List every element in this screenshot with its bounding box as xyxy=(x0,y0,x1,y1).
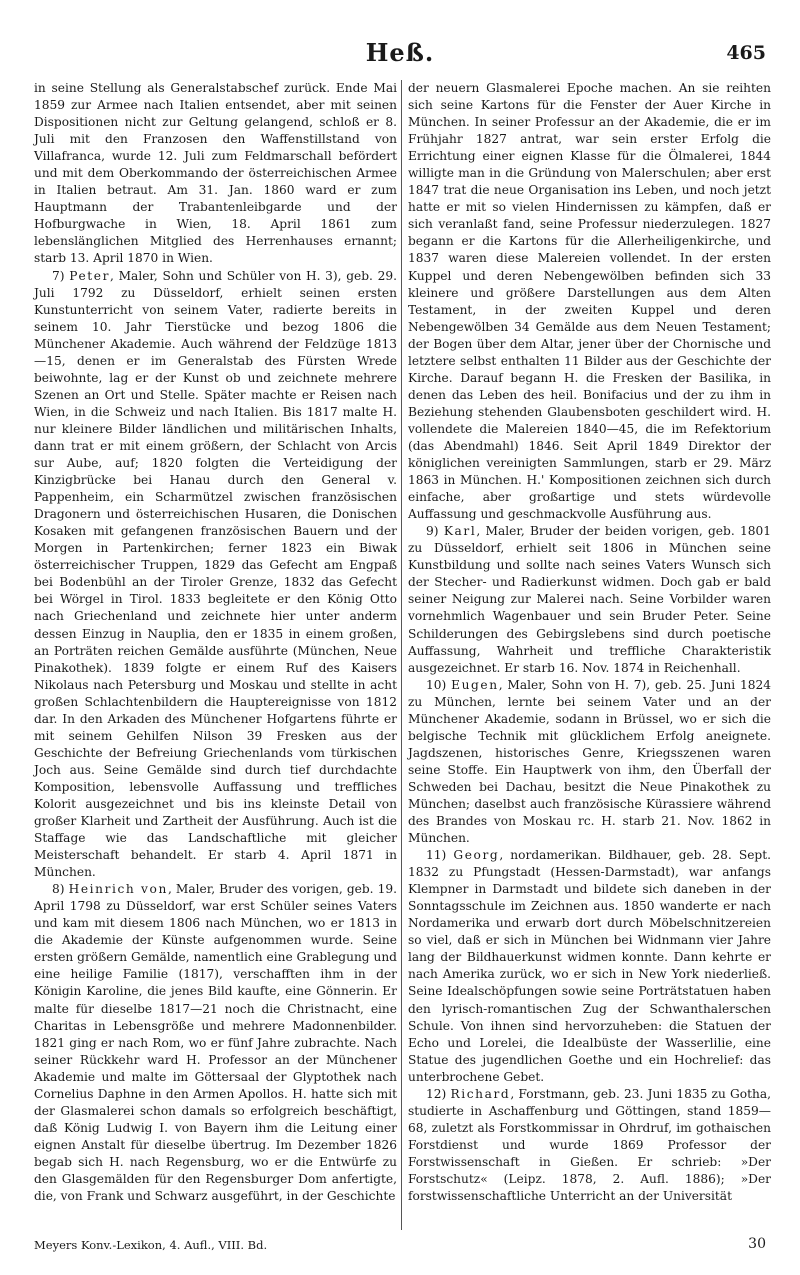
right-column xyxy=(408,80,771,1205)
entry-12-richard xyxy=(408,1086,771,1205)
paragraph-continuation xyxy=(34,80,397,268)
page-header xyxy=(34,38,766,72)
paragraph-continuation xyxy=(408,80,771,523)
page-number: 465 xyxy=(726,42,766,64)
source-citation: Meyers Konv.-Lexikon, 4. Aufl., VIII. Bd. xyxy=(34,1238,268,1252)
entry-11-georg xyxy=(408,847,771,1086)
entry-name: Eugen xyxy=(451,677,499,692)
entry-9-karl xyxy=(408,523,771,676)
paragraph-text: in seine Stellung als Generalstabschef zurück. Ende Mai 1859 zur Armee nach Italien entsendet, aber mit seinen Dispositionen nicht zur Geltung gelangend, schloß er 8. Juli mit den Franzosen den Waffenstillstand von Villafranca, wurde 12. Juli zum Feldmarschall befördert und mit dem Oberkommando der österreichischen Armee in Italien betraut. Am 31. Jan. 1860 ward er zum Hauptmann der Trabantenleibgarde und der Hofburgwache in Wien, 18. April 1861 zum lebenslänglichen Mitglied des Herrenhauses ernannt; starb 13. April 1870 in Wien. xyxy=(34,81,397,266)
entry-name: Peter xyxy=(69,268,111,283)
entry-name: Karl xyxy=(443,524,477,539)
page-title: Heß. xyxy=(365,38,435,67)
entry-text: , Maler, Sohn und Schüler von H. 3), geb. 29. Juli 1792 zu Düsseldorf, erhielt seinen ersten Kunstunterricht von seinem Vater, radierte bereits in seinem 10. Jahr Tierstücke und bezog 1806 die Münchener Akademie. Auch während der Feldzüge 1813—15, denen er im Generalstab des Fürsten Wrede beiwohnte, lag er der Kunst ob und zeichnete mehrere Szenen an Ort und Stelle. Später machte er Reisen nach Wien, in die Schweiz und nach Italien. Bis 1817 malte H. nur kleinere Bilder ländlichen und militärischen Inhalts, dann trat er mit einem größern, der Schlacht von Arcis sur Aube, auf; 1820 folgten die Verteidigung der Kinzigbrücke bei Hanau durch den General v. Pappenheim, ein Scharmützel zwischen französischen Dragonern und österreichischen Husaren, die Donischen Kosaken mit gefangenen französischen Bauern und der Morgen in Partenkirchen; ferner 1823 ein Biwak österreichischer Truppen, 1829 das Gefecht am Engpaß bei Bodenbühl an der Tiroler Grenze, 1832 das Gefecht bei Wörgel in Tirol. 1833 begleitete er den König Otto nach Griechenland und zeichnete hier unter anderm dessen Einzug in Nauplia, den er 1835 in einem großen, an Porträten reichen Gemälde ausführte (München, Neue Pinakothek). 1839 folgte er einem Ruf des Kaisers Nikolaus nach Petersburg und Moskau und stellte in acht großen Schlachtenbildern die Hauptereignisse von 1812 dar. In den Arkaden des Münchener Hofgartens führte er mit seinem Gehilfen Nilson 39 Fresken aus der Geschichte der Befreiung Griechenlands vom türkischen Joch aus. Seine Gemälde sind durch tief durchdachte Komposition, lebensvolle Auffassung und treffliches Kolorit ausgezeichnet und bis ins kleinste Detail von großer Klarheit und Zartheit der Ausführung. Auch ist die Staffage wie das Landschaftliche mit gleicher Meisterschaft behandelt. Er starb 4. April 1871 in München. xyxy=(34,268,397,880)
entry-number: 12) xyxy=(426,1086,447,1101)
entry-name: Heinrich von xyxy=(68,882,168,897)
entry-number: 8) xyxy=(52,882,65,897)
entry-text: , Maler, Bruder des vorigen, geb. 19. April 1798 zu Düsseldorf, war erst Schüler seines Vaters und kam mit diesem 1806 nach München, wo er 1813 in die Akademie der Künste aufgenommen wurde. Seine ersten größern Gemälde, namentlich eine Grablegung und eine heilige Familie (1817), verschafften ihm in der Königin Karoline, die jenes Bild kaufte, eine Gönnerin. Er malte für dieselbe 1817—21 noch die Christnacht, eine Charitas in Lebensgröße und mehrere Madonnenbilder. 1821 ging er nach Rom, wo er fünf Jahre zubrachte. Nach seiner Rückkehr ward H. Professor an der Münchener Akademie und malte im Göttersaal der Glyptothek nach Cornelius Daphne in den Armen Apollos. H. hatte sich mit der Glasmalerei schon damals so erfolgreich beschäftigt, daß König Ludwig I. von Bayern ihm die Leitung einer eignen Anstalt für dieselbe übertrug. Im Dezember 1826 begab sich H. nach Regensburg, wo er die Entwürfe zu den Glasgemälden für den Regensburger Dom anfertigte, die, von Frank und Schwarz ausgeführt, in der Geschichte xyxy=(34,882,397,1204)
signature-mark: 30 xyxy=(748,1236,766,1252)
entry-text: , Forstmann, geb. 23. Juni 1835 zu Gotha, studierte in Aschaffenburg und Göttingen, stand 1859—68, zuletzt als Forstkommissar in Ohrdruf, im gothaischen Forstdienst und wurde 1869 Professor der Forstwissenschaft in Gießen. Er schrieb: »Der Forstschutz« (Leipz. 1878, 2. Aufl. 1886); »Der forstwissenschaftliche Unterricht an der Universität xyxy=(408,1086,772,1204)
entry-10-eugen xyxy=(408,677,771,847)
entry-name: Richard xyxy=(450,1086,511,1101)
left-column xyxy=(34,80,397,1205)
entry-8-heinrich xyxy=(34,881,397,1205)
column-divider xyxy=(401,80,402,1230)
entry-number: 7) xyxy=(52,268,65,283)
entry-text: , nordamerikan. Bildhauer, geb. 28. Sept. 1832 zu Pfungstadt (Hessen-Darmstadt), war anfangs Klempner in Darmstadt und bildete sich daneben in der Sonntagsschule im Zeichnen aus. 1850 wanderte er nach Nordamerika und erwarb dort durch Möbelschnitzereien so viel, daß er sich in München bei Widnmann vier Jahre lang der Bildhauerkunst widmen konnte. Dann kehrte er nach Amerika zurück, wo er sich in New York niederließ. Seine Idealschöpfungen sowie seine Porträtstatuen haben den lyrisch-romantischen Zug der Schwanthalerschen Schule. Von ihnen sind hervorzuheben: die Statuen der Echo und Lorelei, die Idealbüste der Wasserlilie, eine Statue des jugendlichen Goethe und ein Hochrelief: das unterbrochene Gebet. xyxy=(408,848,772,1084)
entry-name: Georg xyxy=(453,848,500,863)
entry-number: 11) xyxy=(426,848,447,863)
paragraph-text: der neuern Glasmalerei Epoche machen. An sie reihten sich seine Kartons für die Fenster der Auer Kirche in München. In seiner Professur an der Akademie, die er im Frühjahr 1827 antrat, war sein erster Erfolg die Errichtung einer eignen Klasse für die Ölmalerei, 1844 willigte man in die Gründung von Malerschulen; aber erst 1847 trat die neue Organisation ins Leben, und noch jetzt hatte er mit so vielen Hindernissen zu kämpfen, daß er sich veranlaßt fand, seine Professur niederzulegen. 1827 begann er die Kartons für die Allerheiligenkirche, und 1837 waren diese Malereien vollendet. In der ersten Kuppel und deren Nebengewölben befinden sich 33 kleinere und größere Darstellungen aus dem Alten Testament, in der zweiten Kuppel und deren Nebengewölben 34 Gemälde aus dem Neuen Testament; der Bogen über dem Altar, jener über der Chornische und letztere selbst enthalten 11 Bilder aus der Geschichte der Kirche. Darauf begann H. die Fresken der Basilika, in denen das Leben des heil. Bonifacius und der zu ihm in Beziehung stehenden Glaubensboten geschildert wird. H. vollendete die Malereien 1840—45, die im Refektorium (das Abendmahl) 1846. Seit April 1849 Direktor der königlichen vereinigten Sammlungen, starb er 29. März 1863 in München. H.' Kompositionen zeichnen sich durch einfache, aber großartige und stets würdevolle Auffassung und geschmackvolle Ausführung aus. xyxy=(408,81,771,522)
entry-number: 9) xyxy=(426,524,439,539)
entry-text: , Maler, Sohn von H. 7), geb. 25. Juni 1824 zu München, lernte bei seinem Vater und an der Münchener Akademie, sodann in Brüssel, wo er sich die belgische Technik mit glücklichem Erfolg aneignete. Jagdszenen, historisches Genre, Kriegsszenen waren seine Stoffe. Ein Hauptwerk von ihm, den Überfall der Schweden bei Dachau, besitzt die Neue Pinakothek zu München; daselbst auch französische Kürassiere während des Brandes von Moskau rc. H. starb 21. Nov. 1862 in München. xyxy=(408,677,771,846)
entry-7-peter xyxy=(34,268,397,882)
page-footer xyxy=(34,1236,766,1258)
entry-text: , Maler, Bruder der beiden vorigen, geb. 1801 zu Düsseldorf, erhielt seit 1806 in München seine Kunstbildung und sollte nach seines Vaters Wunsch sich der Stecher- und Radierkunst widmen. Doch gab er bald seiner Neigung zur Malerei nach. Seine Vorbilder waren vornehmlich Wagenbauer und sein Bruder Peter. Seine Schilderungen des Gebirgslebens sind durch poetische Auffassung, Wahrheit und treffliche Charakteristik ausgezeichnet. Er starb 16. Nov. 1874 in Reichenhall. xyxy=(408,524,772,675)
entry-number: 10) xyxy=(426,677,447,692)
